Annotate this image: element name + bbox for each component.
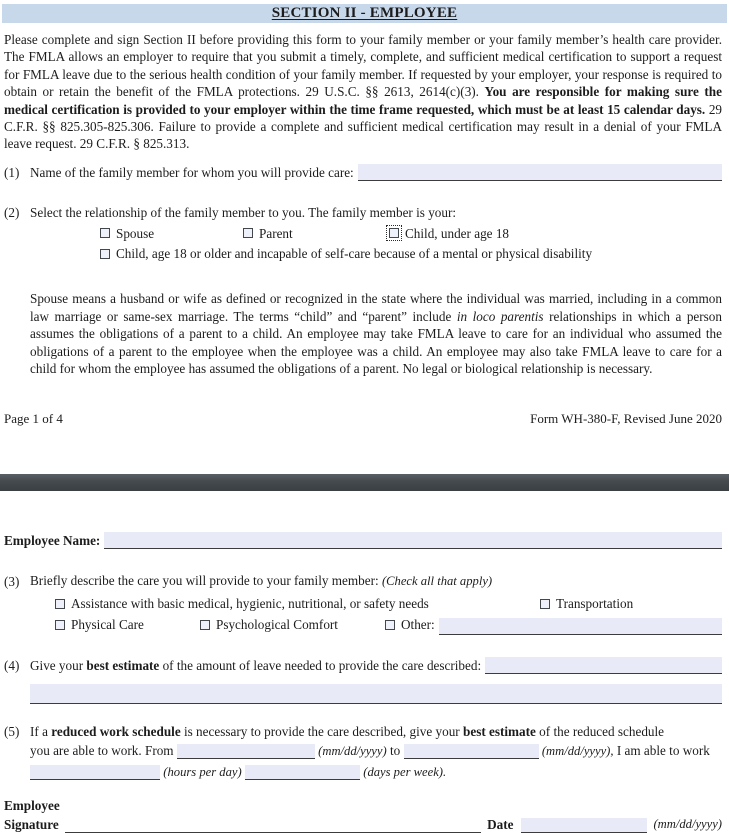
question-4 [4, 657, 722, 674]
q2-label: Select the relationship of the family member to you. The family member is your: [30, 205, 457, 221]
from-date-format-note: (mm/dd/yyyy) [318, 744, 387, 759]
q5-to-word: to [389, 743, 401, 759]
other-checkbox[interactable] [385, 620, 395, 630]
page-2-content [0, 491, 729, 833]
psychological-comfort-checkbox[interactable] [200, 620, 210, 630]
transportation-label: Transportation [556, 595, 634, 611]
q5-text-4: you are able to work. From [30, 743, 174, 759]
in-loco-parentis-italic: in loco parentis [456, 308, 544, 324]
q3-label [30, 572, 492, 590]
employee-signature-line[interactable] [65, 816, 481, 833]
q4-text-1: Give your [30, 657, 87, 673]
page-separator [0, 474, 729, 491]
family-member-name-field[interactable] [358, 164, 722, 181]
to-date-format-note: (mm/dd/yyyy), [541, 744, 614, 759]
other-label: Other: [401, 617, 435, 633]
q2-options-row-1 [100, 225, 722, 242]
parent-label: Parent [259, 225, 293, 241]
page-number: Page 1 of 4 [4, 410, 63, 426]
q3-label-text: Briefly describe the care you will provide to your family member: [30, 573, 382, 589]
physical-care-checkbox[interactable] [55, 620, 65, 630]
q4-number: (4) [4, 657, 20, 673]
q5-text-3: of the reduced schedule [535, 724, 665, 740]
q4-text-2: of the amount of leave needed to provide the care described: [159, 657, 482, 673]
signature-word: Signature [4, 816, 59, 832]
intro-text-2: 29 C.F.R. §§ 825.305-825.306. Failure to provide a complete and sufficient medical certification may result in a denial of your FMLA leave request. 29 C.F.R. § 825.313. [4, 101, 723, 152]
question-1 [4, 164, 722, 181]
q2-number: (2) [4, 205, 20, 221]
transportation-option[interactable] [540, 595, 633, 612]
other-option[interactable] [385, 616, 435, 633]
employee-name-label: Employee Name: [4, 533, 101, 548]
q4-best-estimate-bold: best estimate [86, 657, 160, 673]
definition-text-1: Spouse means a husband or wife as defined or recognized in the state where the individual was married, including in a common law marriage or same-sex marriage. The terms “child” and “parent” include [30, 291, 722, 324]
signature-row [4, 816, 722, 833]
leave-estimate-field-line2[interactable] [30, 684, 722, 704]
signature-date-field[interactable] [521, 818, 647, 833]
intro-text-1: Please complete and sign Section II before providing this form to your family member or your family member’s health care provider. The FMLA allows an employer to require that you submit a timely, complete, and sufficient medical certification to support a request for FMLA leave due to the serious health condition of your family member. If requested by your employer, your response is required to obtain or retain the benefit of the FMLA protections. 29 U.S.C. §§ 2613, 2614(c)(3). [4, 32, 722, 100]
other-text-field[interactable] [439, 618, 722, 635]
form-revision: Form WH-380-F, Revised June 2020 [530, 410, 722, 426]
spouse-checkbox[interactable] [100, 228, 110, 238]
question-5 [4, 723, 722, 740]
q2-options-row-2 [100, 245, 722, 262]
employee-name-row [4, 532, 722, 549]
page-footer [4, 410, 722, 427]
q1-label: Name of the family member for whom you will provide care: [30, 164, 354, 180]
physical-care-label: Physical Care [71, 617, 144, 633]
q3-options-row-1 [55, 595, 722, 612]
child-18-or-older-option[interactable] [100, 245, 592, 262]
psychological-comfort-option[interactable] [200, 616, 385, 633]
q3-number: (3) [4, 574, 20, 590]
q5-best-estimate-bold: best estimate [463, 724, 536, 740]
section-title: SECTION II - EMPLOYEE [271, 4, 458, 21]
intro-paragraph [4, 31, 722, 153]
parent-option[interactable] [243, 225, 389, 242]
definition-text-2: relationships in which a person assumes the obligations of a parent to a child. An employee may take FMLA leave to care for an individual who assumed the obligations of a parent to the employee when the employee was a child. An employee may also take FMLA leave to care for a child for whom the employee has assumed the obligations of a parent. No legal or biological relationship is necessary. [30, 308, 722, 377]
q5-text-5: I am able to work [616, 743, 710, 759]
hours-per-day-field[interactable] [30, 765, 160, 780]
q5-reduced-schedule-bold: reduced work schedule [51, 724, 181, 740]
transportation-checkbox[interactable] [540, 599, 550, 609]
employee-name-field[interactable] [104, 532, 722, 549]
child-under-18-label: Child, under age 18 [405, 225, 510, 241]
assistance-checkbox[interactable] [55, 599, 65, 609]
q3-check-all-note: (Check all that apply) [381, 574, 493, 589]
employee-word: Employee [4, 798, 60, 814]
q1-number: (1) [4, 164, 20, 180]
days-per-week-field[interactable] [245, 765, 360, 780]
q5-line-3 [30, 763, 722, 781]
definitions-paragraph [30, 290, 722, 377]
date-label: Date [487, 816, 514, 832]
child-18-or-older-label: Child, age 18 or older and incapable of self-care because of a mental or physical disability [116, 246, 593, 262]
assistance-label: Assistance with basic medical, hygienic, nutritional, or safety needs [71, 595, 429, 611]
q3-options-row-2 [55, 616, 722, 634]
child-under-18-checkbox[interactable] [389, 228, 399, 238]
q5-text-2: is necessary to provide the care described, give your [180, 724, 463, 740]
section-header [2, 4, 727, 23]
spouse-option[interactable] [100, 225, 243, 242]
question-3 [4, 572, 722, 590]
leave-estimate-field-line1[interactable] [485, 657, 722, 674]
q5-number: (5) [4, 724, 20, 740]
q5-line-2 [30, 742, 722, 760]
hours-per-day-note: (hours per day) [163, 764, 242, 779]
q5-label-line1 [30, 723, 664, 740]
q5-text-1: If a [30, 724, 52, 740]
to-date-field[interactable] [404, 744, 539, 759]
q4-label [30, 657, 481, 674]
question-2 [4, 204, 722, 221]
days-per-week-note: (days per week). [363, 764, 447, 779]
physical-care-option[interactable] [55, 616, 200, 633]
form-document [0, 4, 729, 832]
date-format-note: (mm/dd/yyyy) [653, 816, 722, 831]
intro-bold-notice: You are responsible for making sure the medical certification is provided to your employer within the time frame requested, which must be at least 15 calendar days. [4, 84, 722, 117]
spouse-label: Spouse [116, 225, 155, 241]
psychological-comfort-label: Psychological Comfort [216, 617, 338, 633]
parent-checkbox[interactable] [243, 228, 253, 238]
child-18-or-older-checkbox[interactable] [100, 249, 110, 259]
assistance-option[interactable] [55, 595, 540, 612]
from-date-field[interactable] [177, 744, 315, 759]
child-under-18-option[interactable] [389, 225, 509, 242]
